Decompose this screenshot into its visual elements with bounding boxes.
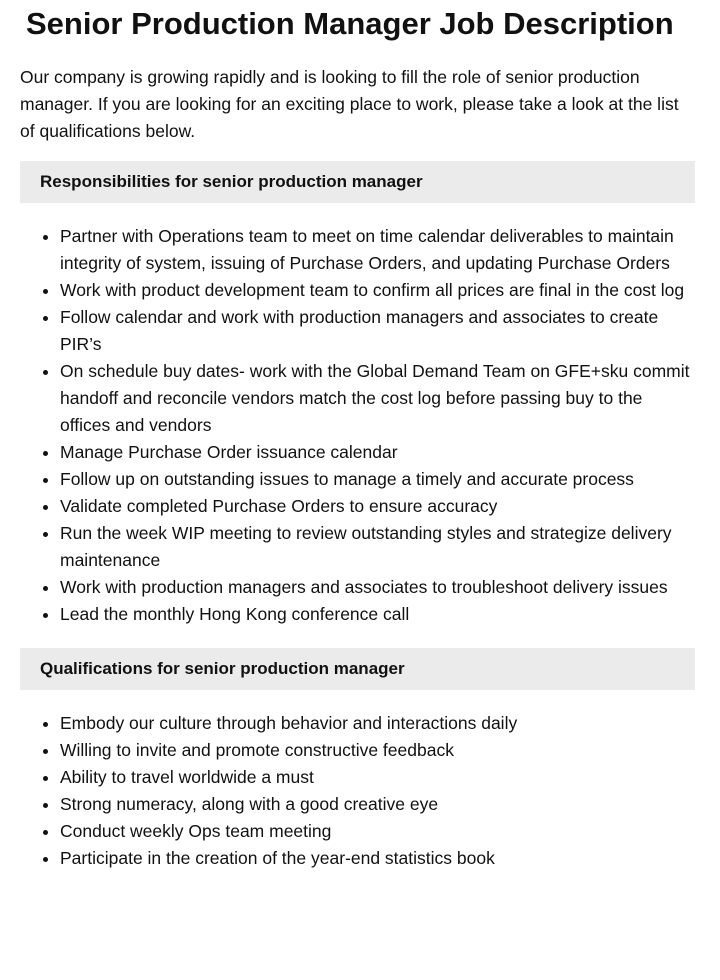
section-heading: Qualifications for senior production manager: [20, 648, 695, 690]
list-item: • Manage Purchase Order issuance calendar: [60, 439, 695, 466]
list-item: • Ability to travel worldwide a must: [60, 764, 695, 791]
list-item: • Follow up on outstanding issues to manage a timely and accurate process: [60, 466, 695, 493]
intro-text: Our company is growing rapidly and is looking to fill the role of senior production manager. If you are looking for an exciting place to work, please take a look at the list of qualifications below.: [20, 67, 679, 141]
list-item: • On schedule buy dates- work with the Global Demand Team on GFE+sku commit handoff and reconcile vendors match the cost log before passing buy to the offices and vendors: [60, 358, 695, 439]
job-description: [0, 4, 720, 872]
section-heading: Responsibilities for senior production manager: [20, 161, 695, 203]
list-item: • Conduct weekly Ops team meeting: [60, 818, 695, 845]
list-item: • Work with product development team to confirm all prices are final in the cost log: [60, 277, 695, 304]
list-item: • Strong numeracy, along with a good creative eye: [60, 791, 695, 818]
section-list: [20, 710, 695, 872]
list-item: • Work with production managers and associates to troubleshoot delivery issues: [60, 574, 695, 601]
page-title: Senior Production Manager Job Description: [26, 6, 674, 41]
list-item: • Participate in the creation of the year-end statistics book: [60, 845, 695, 872]
list-item: • Lead the monthly Hong Kong conference call: [60, 601, 695, 628]
list-item: • Run the week WIP meeting to review outstanding styles and strategize delivery maintenance: [60, 520, 695, 574]
list-item: • Follow calendar and work with production managers and associates to create PIR’s: [60, 304, 695, 358]
list-item: • Validate completed Purchase Orders to ensure accuracy: [60, 493, 695, 520]
section-list: [20, 223, 695, 628]
list-item: • Willing to invite and promote constructive feedback: [60, 737, 695, 764]
list-item: • Embody our culture through behavior and interactions daily: [60, 710, 695, 737]
list-item: • Partner with Operations team to meet on time calendar deliverables to maintain integrity of system, issuing of Purchase Orders, and updating Purchase Orders: [60, 223, 695, 277]
